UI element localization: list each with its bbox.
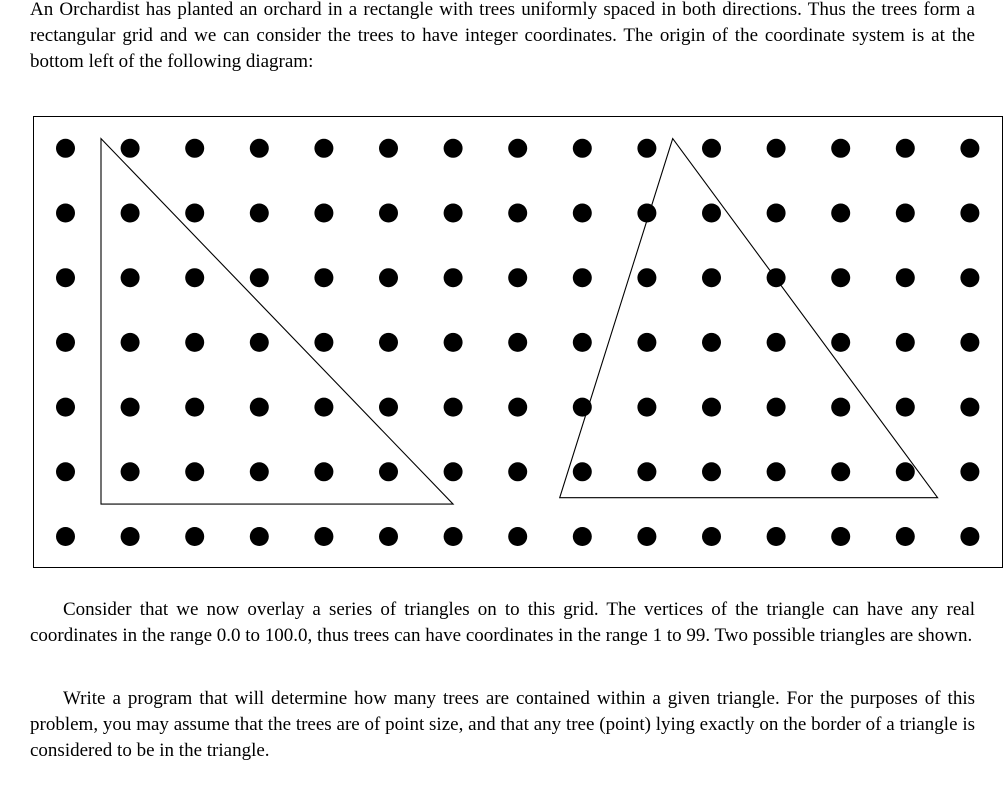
tree-dot — [56, 527, 75, 546]
tree-dot — [831, 462, 850, 481]
tree-dot — [960, 462, 979, 481]
tree-dot — [767, 333, 786, 352]
tree-grid — [56, 139, 979, 546]
tree-dot — [250, 527, 269, 546]
triangle-overlays — [101, 139, 938, 505]
tree-dot — [702, 462, 721, 481]
overlay-paragraph: Consider that we now overlay a series of triangles on to this grid. The vertices of the triangle can have any real coordinates in the range 0.0 to 100.0, thus trees can have coordinates in the range 1 to 99. Two possible triangles are shown. — [30, 599, 975, 646]
task-paragraph: Write a program that will determine how many trees are contained within a given triangle. For the purposes of this problem, you may assume that the trees are of point size, and that any tree (point) lying exactly on the border of a triangle is considered to be in the triangle. — [30, 688, 975, 761]
tree-dot — [314, 462, 333, 481]
tree-dot — [56, 398, 75, 417]
tree-dot — [185, 398, 204, 417]
intro-paragraph: An Orchardist has planted an orchard in a rectangle with trees uniformly spaced in both directions. Thus the trees form a rectangular grid and we can consider the trees to have integer coordinates. The origin of the coordinate system is at the bottom left of the following diagram: — [30, 0, 975, 72]
tree-dot — [896, 462, 915, 481]
tree-dot — [637, 268, 656, 287]
tree-dot — [702, 268, 721, 287]
tree-dot — [379, 333, 398, 352]
tree-dot — [573, 527, 592, 546]
tree-dot — [185, 139, 204, 158]
tree-dot — [767, 462, 786, 481]
tree-dot — [121, 398, 140, 417]
tree-dot — [121, 139, 140, 158]
tree-dot — [573, 333, 592, 352]
tree-dot — [314, 398, 333, 417]
tree-dot — [831, 268, 850, 287]
tree-dot — [314, 333, 333, 352]
tree-dot — [508, 139, 527, 158]
tree-dot — [508, 527, 527, 546]
tree-dot — [702, 204, 721, 223]
tree-dot — [960, 139, 979, 158]
tree-dot — [702, 527, 721, 546]
tree-dot — [702, 398, 721, 417]
tree-dot — [637, 398, 656, 417]
tree-dot — [56, 204, 75, 223]
tree-dot — [508, 204, 527, 223]
tree-dot — [250, 398, 269, 417]
tree-dot — [831, 139, 850, 158]
tree-dot — [185, 268, 204, 287]
tree-dot — [56, 333, 75, 352]
tree-dot — [379, 139, 398, 158]
tree-dot — [250, 139, 269, 158]
tree-dot — [896, 398, 915, 417]
tree-dot — [56, 268, 75, 287]
tree-dot — [314, 139, 333, 158]
tree-dot — [250, 268, 269, 287]
acute-triangle — [560, 139, 938, 498]
tree-dot — [185, 204, 204, 223]
tree-dot — [121, 333, 140, 352]
tree-dot — [56, 462, 75, 481]
tree-dot — [444, 139, 463, 158]
tree-dot — [379, 462, 398, 481]
tree-dot — [250, 204, 269, 223]
tree-dot — [379, 398, 398, 417]
tree-dot — [444, 527, 463, 546]
tree-dot — [637, 139, 656, 158]
tree-dot — [121, 204, 140, 223]
tree-dot — [185, 333, 204, 352]
tree-dot — [831, 527, 850, 546]
tree-dot — [573, 204, 592, 223]
right-triangle — [101, 139, 453, 505]
tree-dot — [960, 398, 979, 417]
tree-dot — [960, 333, 979, 352]
tree-dot — [637, 527, 656, 546]
tree-dot — [314, 268, 333, 287]
tree-dot — [508, 398, 527, 417]
tree-dot — [767, 398, 786, 417]
tree-dot — [508, 268, 527, 287]
orchard-diagram — [33, 116, 1003, 568]
tree-dot — [896, 204, 915, 223]
tree-dot — [573, 139, 592, 158]
tree-dot — [767, 527, 786, 546]
tree-dot — [250, 333, 269, 352]
tree-dot — [444, 333, 463, 352]
tree-dot — [444, 462, 463, 481]
tree-dot — [960, 527, 979, 546]
tree-dot — [767, 268, 786, 287]
tree-dot — [637, 333, 656, 352]
tree-dot — [56, 139, 75, 158]
tree-dot — [767, 204, 786, 223]
tree-dot — [185, 527, 204, 546]
tree-dot — [831, 398, 850, 417]
tree-dot — [767, 139, 786, 158]
tree-dot — [250, 462, 269, 481]
tree-dot — [379, 204, 398, 223]
tree-dot — [444, 398, 463, 417]
orchard-svg — [33, 116, 1003, 568]
tree-dot — [185, 462, 204, 481]
tree-dot — [831, 333, 850, 352]
tree-dot — [314, 204, 333, 223]
tree-dot — [637, 462, 656, 481]
tree-dot — [896, 333, 915, 352]
tree-dot — [960, 204, 979, 223]
tree-dot — [314, 527, 333, 546]
tree-dot — [831, 204, 850, 223]
tree-dot — [896, 268, 915, 287]
tree-dot — [121, 527, 140, 546]
tree-dot — [702, 139, 721, 158]
tree-dot — [573, 398, 592, 417]
tree-dot — [508, 462, 527, 481]
tree-dot — [960, 268, 979, 287]
tree-dot — [444, 268, 463, 287]
tree-dot — [121, 462, 140, 481]
tree-dot — [121, 268, 140, 287]
tree-dot — [896, 139, 915, 158]
tree-dot — [896, 527, 915, 546]
tree-dot — [444, 204, 463, 223]
tree-dot — [573, 462, 592, 481]
tree-dot — [573, 268, 592, 287]
tree-dot — [379, 527, 398, 546]
tree-dot — [702, 333, 721, 352]
tree-dot — [508, 333, 527, 352]
tree-dot — [379, 268, 398, 287]
